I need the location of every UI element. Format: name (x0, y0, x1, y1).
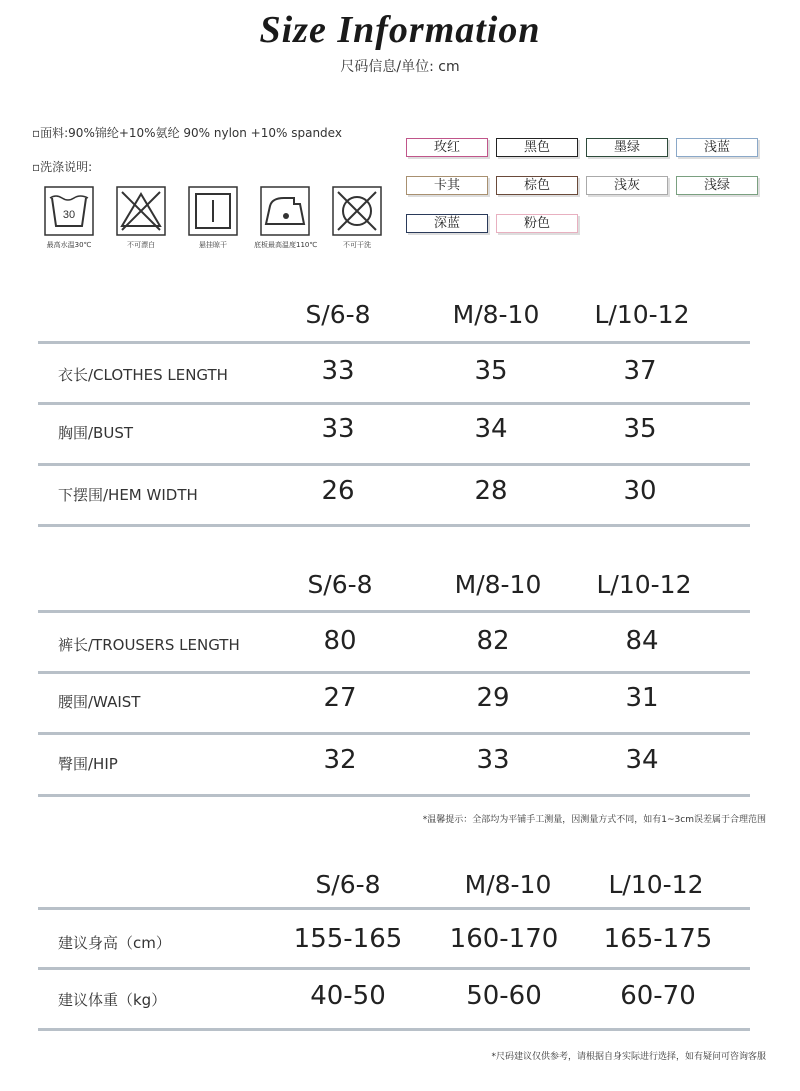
care-item (38, 186, 100, 250)
table-row (38, 344, 750, 404)
header-size-m: M/8-10 (464, 870, 552, 899)
care-item (326, 186, 388, 250)
cell-value: 33 (321, 414, 355, 444)
row-label: 衣长/CLOTHES LENGTH (58, 366, 228, 384)
cell-value: 35 (623, 414, 657, 444)
cell-value: 82 (476, 626, 510, 656)
color-option[interactable]: 棕色 (496, 176, 578, 195)
cell-value: 155-165 (293, 924, 403, 954)
table-row (38, 969, 750, 1029)
care-caption: 底板最高温度110℃ (254, 241, 318, 249)
care-caption: 最高水温30℃ (46, 241, 92, 249)
table-row (38, 402, 750, 462)
care-caption: 不可干洗 (343, 241, 371, 249)
color-option[interactable]: 墨绿 (586, 138, 668, 157)
page-subtitle: 尺码信息/单位: cm (340, 59, 460, 75)
measurement-note: *温馨提示：全部均为平铺手工测量，因测量方式不同，如有1~3cm误差属于合理范围 (422, 815, 766, 825)
page-title: Size Information (259, 9, 541, 51)
wash-30-icon (44, 186, 94, 236)
color-option[interactable]: 浅绿 (676, 176, 758, 195)
color-option[interactable]: 深蓝 (406, 214, 488, 233)
color-option[interactable]: 玫红 (406, 138, 488, 157)
cell-value: 28 (474, 476, 508, 506)
header-size-m: M/8-10 (452, 300, 540, 329)
table-header (38, 870, 750, 910)
row-label: 建议体重（kg） (58, 991, 167, 1009)
divider (38, 524, 750, 527)
iron-110-icon (260, 186, 310, 236)
row-label: 臀围/HIP (58, 755, 118, 773)
wash-temp-text: 30 (62, 209, 76, 221)
row-label: 下摆围/HEM WIDTH (58, 486, 198, 504)
cell-value: 34 (474, 414, 508, 444)
header-size-m: M/8-10 (454, 570, 542, 599)
divider (38, 610, 750, 613)
table-row (38, 671, 750, 731)
cell-value: 84 (625, 626, 659, 656)
care-icons (38, 186, 388, 256)
divider (38, 907, 750, 910)
header-size-l: L/10-12 (594, 300, 690, 329)
no-bleach-icon (116, 186, 166, 236)
cell-value: 37 (623, 356, 657, 386)
hang-dry-icon (188, 186, 238, 236)
cell-value: 27 (323, 683, 357, 713)
color-options (406, 138, 766, 248)
care-item (110, 186, 172, 250)
table-header (38, 300, 750, 340)
cell-value: 30 (623, 476, 657, 506)
care-caption: 不可漂白 (127, 241, 155, 249)
cell-value: 60-70 (620, 981, 696, 1011)
no-dry-clean-icon (332, 186, 382, 236)
cell-value: 31 (625, 683, 659, 713)
cell-value: 50-60 (466, 981, 542, 1011)
cell-value: 26 (321, 476, 355, 506)
table-row (38, 912, 750, 972)
color-option[interactable]: 浅灰 (586, 176, 668, 195)
cell-value: 80 (323, 626, 357, 656)
divider (38, 1028, 750, 1031)
cell-value: 165-175 (603, 924, 713, 954)
care-caption: 悬挂晾干 (199, 241, 227, 249)
washing-title: ▫洗涤说明: (32, 160, 93, 174)
care-item (254, 186, 316, 250)
cell-value: 40-50 (310, 981, 386, 1011)
cell-value: 29 (476, 683, 510, 713)
cell-value: 32 (323, 745, 357, 775)
color-option[interactable]: 粉色 (496, 214, 578, 233)
recommendation-note: *尺码建议仅供参考，请根据自身实际进行选择，如有疑问可咨询客服 (491, 1052, 766, 1062)
cell-value: 33 (476, 745, 510, 775)
cell-value: 33 (321, 356, 355, 386)
size-table-bottom (38, 570, 750, 800)
table-row (38, 464, 750, 524)
size-table-top (38, 300, 750, 530)
header-size-s: S/6-8 (315, 870, 381, 899)
cell-value: 35 (474, 356, 508, 386)
divider (38, 794, 750, 797)
cell-value: 160-170 (449, 924, 559, 954)
header-size-s: S/6-8 (305, 300, 371, 329)
row-label: 裤长/TROUSERS LENGTH (58, 636, 240, 654)
row-label: 胸围/BUST (58, 424, 134, 442)
color-option[interactable]: 卡其 (406, 176, 488, 195)
row-label: 腰围/WAIST (58, 693, 141, 711)
color-option[interactable]: 浅蓝 (676, 138, 758, 157)
row-label: 建议身高（cm） (58, 934, 171, 952)
table-row (38, 614, 750, 674)
header-size-s: S/6-8 (307, 570, 373, 599)
care-item (182, 186, 244, 250)
size-recommendation-table (38, 870, 750, 1050)
cell-value: 34 (625, 745, 659, 775)
table-row (38, 733, 750, 793)
color-option[interactable]: 黑色 (496, 138, 578, 157)
table-header (38, 570, 750, 610)
header-size-l: L/10-12 (608, 870, 704, 899)
material-info: ▫面料:90%锦纶+10%氨纶 90% nylon +10% spandex (32, 126, 342, 140)
header-size-l: L/10-12 (596, 570, 692, 599)
